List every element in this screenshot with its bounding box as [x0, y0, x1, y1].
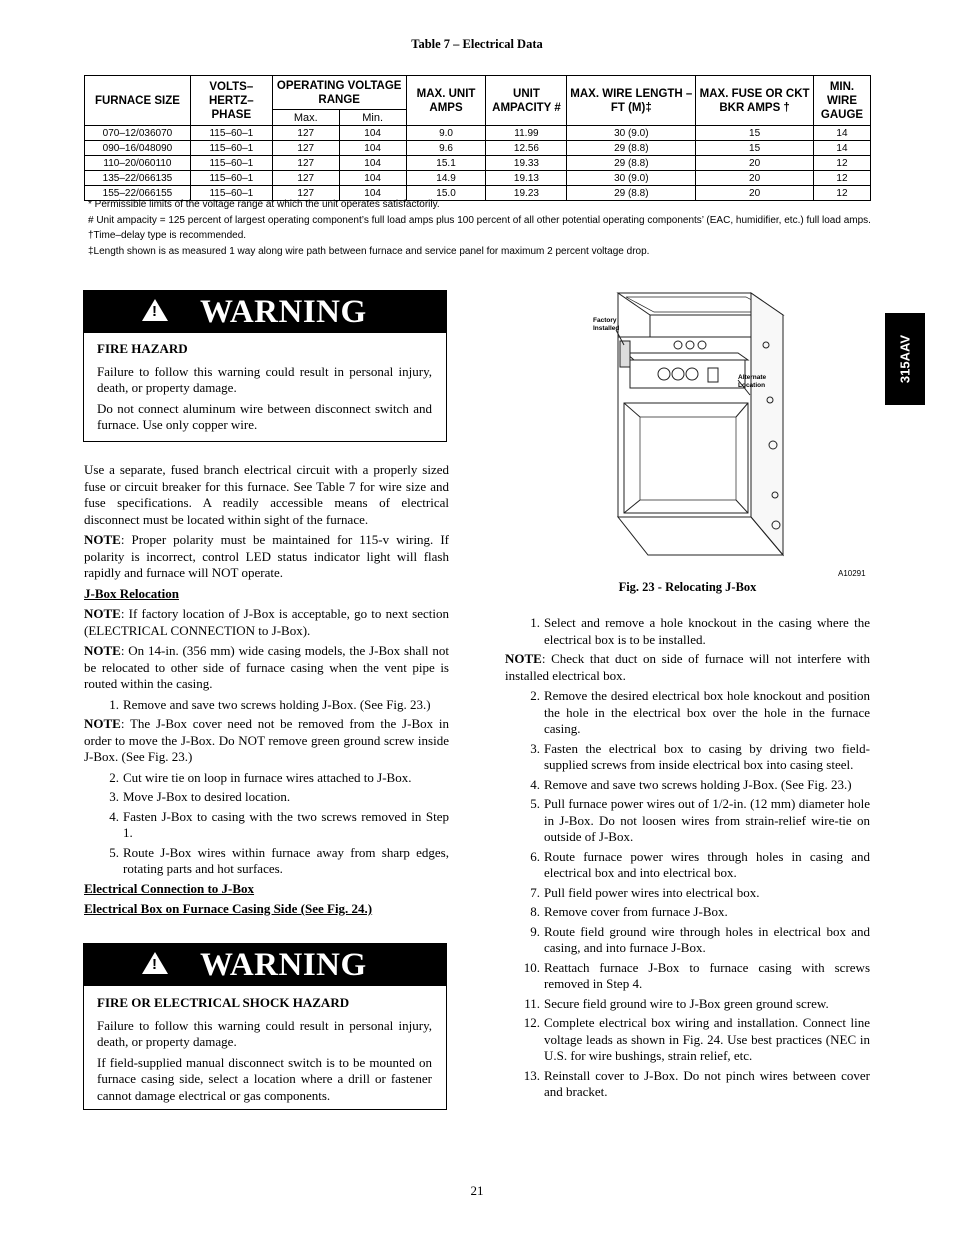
table-cell: 104	[339, 126, 406, 141]
list-item: 5. Pull furnace power wires out of 1/2-in. (12 mm) diameter hole in J-Box. Do not loosen wires from strain-relief wire-tie on outside of J-Box.	[530, 796, 870, 844]
list-item: 12. Complete electrical box wiring and installation. Connect line voltage leads as shown in Fig. 24. Use best practices (NEC in U.S. for wire bushings, strain relief, etc.	[523, 1015, 870, 1063]
header-max-wire-length: MAX. WIRE LENGTH – FT (M)‡	[567, 76, 696, 126]
table-row	[85, 141, 871, 156]
list-item: 13. Reinstall cover to J-Box. Do not pinch wires between cover and bracket.	[523, 1067, 870, 1099]
table-cell: 104	[339, 141, 406, 156]
table-cell: 115–60–1	[190, 141, 272, 156]
footnote: †Time–delay type is recommended.	[88, 230, 247, 242]
table-cell: 115–60–1	[190, 186, 272, 201]
list-item: 11. Secure field ground wire to J-Box green ground screw.	[524, 995, 829, 1011]
table-cell: 30 (9.0)	[567, 126, 696, 141]
table-cell: 155–22/066155	[85, 186, 191, 201]
list-item: 3. Move J-Box to desired location.	[109, 789, 291, 804]
table-cell: 110–20/060110	[85, 156, 191, 171]
table-cell: 12.56	[486, 141, 567, 156]
list-item: 4. Fasten J-Box to casing with the two screws removed in Step 1.	[109, 808, 449, 840]
table-cell: 19.13	[486, 171, 567, 186]
table-cell: 127	[272, 141, 339, 156]
warning-title: WARNING	[200, 294, 367, 330]
footnote: * Permissible limits of the voltage range at which the unit operates satisfactorily.	[88, 199, 440, 210]
table-cell: 115–60–1	[190, 156, 272, 171]
alternate-location-label: Alternate Location	[738, 374, 767, 389]
list-item: 9. Route field ground wire through holes in electrical box and casing, and into furnace J-Box.	[530, 923, 870, 955]
table-row	[85, 126, 871, 141]
table-cell: 14	[813, 126, 870, 141]
table-cell: 15.0	[406, 186, 486, 201]
list-item: 2. Cut wire tie on loop in furnace wires attached to J-Box.	[109, 769, 412, 785]
table-cell: 12	[813, 186, 870, 201]
list-item: 6. Route furnace power wires through holes in casing and electrical box and into electrical box.	[530, 848, 870, 880]
table-cell: 19.33	[486, 156, 567, 171]
table-cell: 127	[272, 171, 339, 186]
right-column	[505, 615, 870, 1104]
table-cell: 090–16/048090	[85, 141, 191, 156]
table-cell: 12	[813, 156, 870, 171]
list-item: 10. Reattach furnace J-Box to furnace casing with screws removed in Step 4.	[523, 959, 870, 991]
table-cell: 14.9	[406, 171, 486, 186]
table-cell: 9.6	[406, 141, 486, 156]
model-side-tab: 315AAV	[885, 313, 925, 405]
header-min: Min.	[339, 110, 406, 126]
warning-text: Failure to follow this warning could result in personal injury, death, or property damage.	[97, 363, 432, 395]
warning-text: Do not connect aluminum wire between disconnect switch and furnace. Use only copper wire.	[97, 400, 432, 432]
electrical-box-heading: Electrical Box on Furnace Casing Side (See Fig. 24.)	[84, 901, 373, 916]
electrical-data-table	[84, 75, 871, 201]
table-cell: 12	[813, 171, 870, 186]
table-cell: 127	[272, 126, 339, 141]
list-item: 7. Pull field power wires into electrical box.	[530, 884, 760, 900]
table-cell: 127	[272, 186, 339, 201]
list-item: 1. Select and remove a hole knockout in the casing where the electrical box is to be installed.	[530, 615, 870, 647]
table-cell: 30 (9.0)	[567, 171, 696, 186]
note-paragraph: NOTE: Proper polarity must be maintained for 115-v wiring. If polarity is incorrect, control LED status indicator light will flash rapidly and furnace will NOT operate.	[84, 532, 449, 580]
factory-installed-label: Factory Installed	[593, 317, 620, 332]
header-min-wire-gauge: MIN. WIRE GAUGE	[813, 76, 870, 126]
header-unit-ampacity: UNIT AMPACITY #	[486, 76, 567, 126]
note-paragraph: NOTE: The J-Box cover need not be removed from the J-Box in order to move the J-Box. Do NOT remove green ground screw inside J-Box. (See Fig. 23.)	[84, 716, 449, 764]
intro-paragraph: Use a separate, fused branch electrical circuit with a properly sized fuse or circuit breaker for this furnace. See Table 7 for wire size and fuse specifications. A readily accessible means of electrical disconnect must be located within sight of the furnace.	[84, 462, 449, 527]
left-column	[84, 462, 449, 922]
table-row	[85, 171, 871, 186]
note-paragraph: NOTE: On 14-in. (356 mm) wide casing models, the J-Box shall not be relocated to other side of furnace casing when the vent pipe is routed within the casing.	[84, 643, 449, 691]
warning-text: Failure to follow this warning could result in personal injury, death, or property damage.	[97, 1017, 432, 1049]
table-title: Table 7 – Electrical Data	[411, 37, 543, 51]
page-number: 21	[470, 1183, 484, 1198]
table-cell: 15.1	[406, 156, 486, 171]
table-cell: 19.23	[486, 186, 567, 201]
header-max-unit-amps: MAX. UNIT AMPS	[406, 76, 486, 126]
table-row	[85, 156, 871, 171]
table-cell: 115–60–1	[190, 126, 272, 141]
jbox-relocation-heading: J-Box Relocation	[84, 585, 179, 601]
footnote: # Unit ampacity = 125 percent of largest operating component’s full load amps plus 100 percent of all other potential operating components’ (EAC, humidifier, etc.) full load amps.	[88, 214, 871, 226]
list-item: 5. Route J-Box wires within furnace away from sharp edges, rotating parts and hot surfaces.	[109, 844, 449, 876]
table-cell: 9.0	[406, 126, 486, 141]
table-cell: 20	[696, 171, 814, 186]
figure-code: A10291	[838, 569, 866, 578]
hazard-title: FIRE OR ELECTRICAL SHOCK HAZARD	[97, 995, 350, 1010]
header-operating-range: OPERATING VOLTAGE RANGE	[272, 76, 406, 110]
hazard-title: FIRE HAZARD	[97, 341, 188, 356]
header-volts: VOLTS– HERTZ– PHASE	[190, 76, 272, 126]
table-cell: 135–22/066135	[85, 171, 191, 186]
list-item: 1. Remove and save two screws holding J-Box. (See Fig. 23.)	[109, 696, 431, 712]
table-cell: 29 (8.8)	[567, 156, 696, 171]
table-cell: 104	[339, 156, 406, 171]
furnace-illustration	[588, 285, 873, 580]
table-cell: 115–60–1	[190, 171, 272, 186]
table-cell: 11.99	[486, 126, 567, 141]
list-item: 4. Remove and save two screws holding J-Box. (See Fig. 23.)	[530, 776, 852, 792]
table-cell: 29 (8.8)	[567, 141, 696, 156]
warning-header: ! WARNING	[84, 944, 446, 986]
electrical-connection-heading: Electrical Connection to J-Box	[84, 880, 255, 896]
table-cell: 14	[813, 141, 870, 156]
furnace-jbox-figure	[588, 285, 873, 580]
table-cell: 20	[696, 186, 814, 201]
list-item: 8. Remove cover from furnace J-Box.	[530, 904, 728, 919]
figure-caption: Fig. 23 - Relocating J-Box	[618, 580, 757, 594]
header-furnace-size: FURNACE SIZE	[85, 76, 191, 126]
header-max: Max.	[272, 110, 339, 126]
table-cell: 070–12/036070	[85, 126, 191, 141]
table-cell: 20	[696, 156, 814, 171]
table-footnotes	[88, 199, 878, 261]
fire-hazard-warning-box	[83, 290, 447, 442]
shock-hazard-warning-box	[83, 943, 447, 1110]
footnote: ‡Length shown is as measured 1 way along wire path between furnace and service panel for maximum 2 percent voltage drop.	[88, 245, 650, 257]
table-cell: 127	[272, 156, 339, 171]
note-paragraph: NOTE: Check that duct on side of furnace will not interfere with installed electrical box.	[505, 651, 870, 683]
table-cell: 15	[696, 141, 814, 156]
table-cell: 29 (8.8)	[567, 186, 696, 201]
list-item: 2. Remove the desired electrical box hole knockout and position the hole in the electrical box over the hole in the furnace casing.	[530, 688, 870, 736]
warning-title: WARNING	[200, 947, 367, 983]
note-paragraph: NOTE: If factory location of J-Box is acceptable, go to next section (ELECTRICAL CONNECTION to J-Box).	[84, 606, 449, 638]
list-item: 3. Fasten the electrical box to casing by driving two field-supplied screws from inside electrical box into casing steel.	[530, 740, 870, 772]
table-cell: 15	[696, 126, 814, 141]
warning-header: ! WARNING	[84, 291, 446, 333]
warning-text: If field-supplied manual disconnect switch is to be mounted on furnace casing side, select a location where a drill or fastener cannot damage electrical or gas components.	[97, 1054, 432, 1103]
table-cell: 104	[339, 186, 406, 201]
table-cell: 104	[339, 171, 406, 186]
header-max-fuse: MAX. FUSE OR CKT BKR AMPS †	[696, 76, 814, 126]
